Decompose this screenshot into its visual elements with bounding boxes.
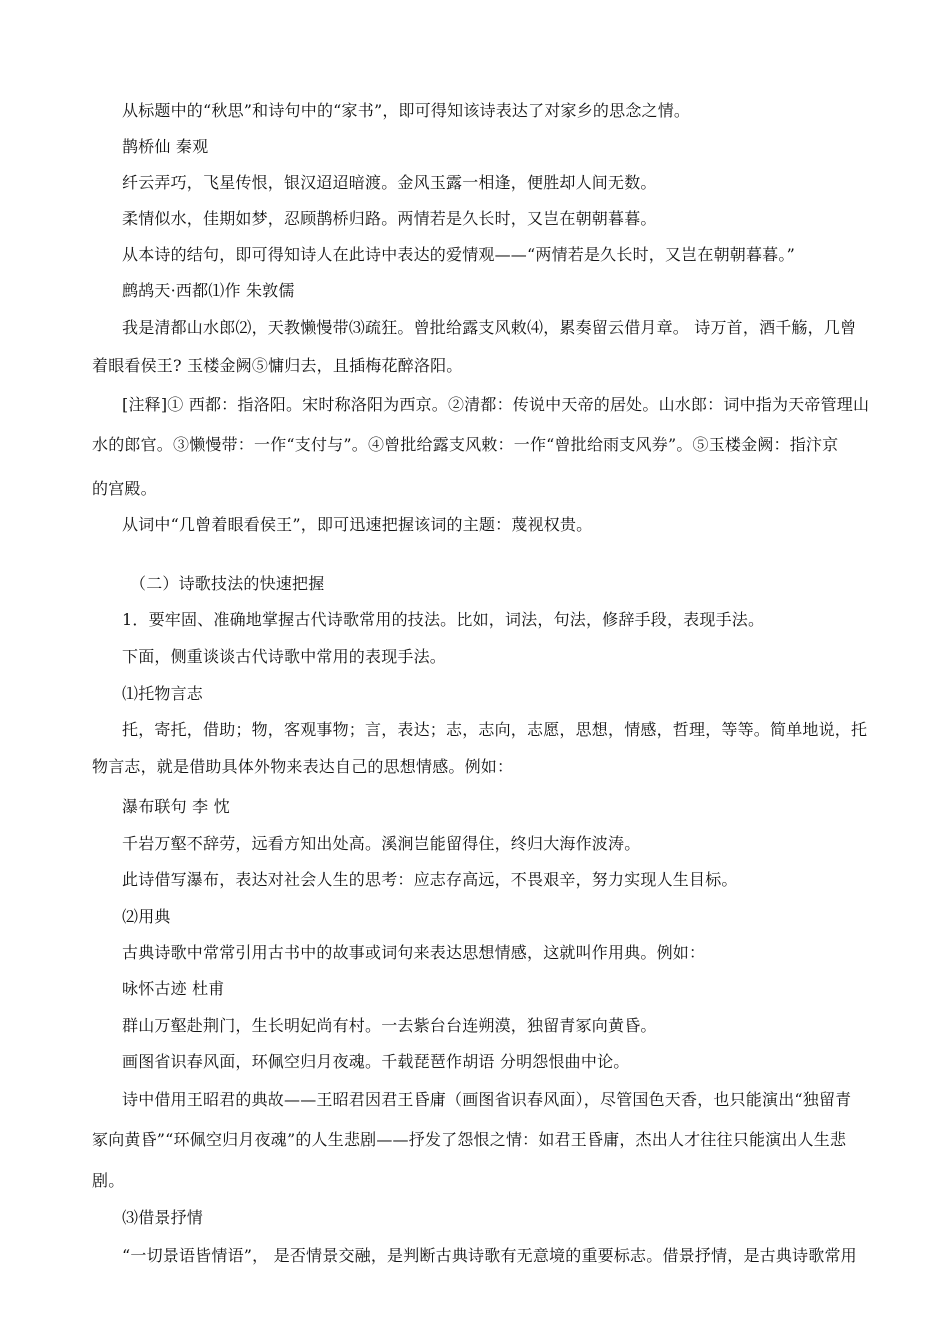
- paragraph-line: 1．要牢固、准确地掌握古代诗歌常用的技法。比如，词法，句法，修辞手段，表现手法。: [122, 610, 765, 629]
- paragraph-line: 此诗借写瀑布，表达对社会人生的思考：应志存高远，不畏艰辛，努力实现人生目标。: [122, 870, 738, 889]
- section-heading: （二）诗歌技法的快速把握: [130, 574, 325, 593]
- annotation-line: 水的郎官。③懒慢带：一作“支付与”。④曾批给露支风敕：一作“曾批给雨支风券”。⑤玉楼金阙：指汴京: [92, 435, 839, 454]
- paragraph-line: 下面，侧重谈谈古代诗歌中常用的表现手法。: [122, 647, 447, 666]
- subsection-heading: ⑴托物言志: [122, 684, 204, 703]
- poem-title: 瀑布联句 李 忱: [122, 797, 230, 816]
- poem-line: 纤云弄巧，飞星传恨，银汉迢迢暗渡。金风玉露一相逢，便胜却人间无数。: [122, 173, 657, 192]
- paragraph-line: 冢向黄昏”“环佩空归月夜魂”的人生悲剧——抒发了怨恨之情：如君王昏庸，杰出人才往往只能演出人生悲: [92, 1130, 847, 1149]
- paragraph-line: 从本诗的结句，即可得知诗人在此诗中表达的爱情观——“两情若是久长时，又岂在朝朝暮暮。”: [122, 245, 795, 264]
- paragraph-line: 剧。: [92, 1171, 125, 1190]
- paragraph-line: 从标题中的“秋思”和诗句中的“家书”，即可得知该诗表达了对家乡的思念之情。: [122, 101, 691, 120]
- poem-title: 鹧鸪天·西都⑴作 朱敦儒: [122, 281, 295, 300]
- poem-line: 千岩万壑不辞劳，远看方知出处高。溪涧岂能留得住，终归大海作波涛。: [122, 834, 641, 853]
- poem-title: 咏怀古迹 杜甫: [122, 979, 225, 998]
- subsection-heading: ⑵用典: [122, 907, 171, 926]
- poem-line: 柔情似水，佳期如梦，忍顾鹊桥归路。两情若是久长时，又岂在朝朝暮暮。: [122, 209, 657, 228]
- paragraph-line: 诗中借用王昭君的典故——王昭君因君王昏庸（画图省识春风面），尽管国色天香，也只能演出“独留青: [122, 1090, 852, 1109]
- paragraph-line: “一切景语皆情语”， 是否情景交融，是判断古典诗歌有无意境的重要标志。借景抒情，是古典诗歌常用: [122, 1246, 857, 1265]
- paragraph-line: 托，寄托，借助；物，客观事物；言，表达；志，志向，志愿，思想，情感，哲理，等等。简单地说，托: [122, 720, 868, 739]
- poem-line: 我是清都山水郎⑵，天教懒慢带⑶疏狂。曾批给露支风敕⑷，累奏留云借月章。 诗万首，酒千觞，几曾: [122, 318, 857, 337]
- poem-title: 鹊桥仙 秦观: [122, 137, 209, 156]
- annotation-line: [注释]① 西都：指洛阳。宋时称洛阳为西京。②清都：传说中天帝的居处。山水郎：词中指为天帝管理山: [122, 395, 870, 414]
- poem-line: 群山万壑赴荆门，生长明妃尚有村。一去紫台台连朔漠，独留青冢向黄昏。: [122, 1016, 657, 1035]
- subsection-heading: ⑶借景抒情: [122, 1208, 204, 1227]
- annotation-line: 的宫殿。: [92, 479, 157, 498]
- paragraph-line: 从词中“几曾着眼看侯王”，即可迅速把握该词的主题：蔑视权贵。: [122, 515, 593, 534]
- paragraph-line: 物言志，就是借助具体外物来表达自己的思想情感。例如：: [92, 757, 514, 776]
- poem-line: 着眼看侯王? 玉楼金阙⑤慵归去，且插梅花醉洛阳。: [92, 356, 463, 375]
- paragraph-line: 古典诗歌中常常引用古书中的故事或词句来表达思想情感，这就叫作用典。例如：: [122, 943, 706, 962]
- poem-line: 画图省识春风面，环佩空归月夜魂。千载琵琶作胡语 分明怨恨曲中论。: [122, 1052, 630, 1071]
